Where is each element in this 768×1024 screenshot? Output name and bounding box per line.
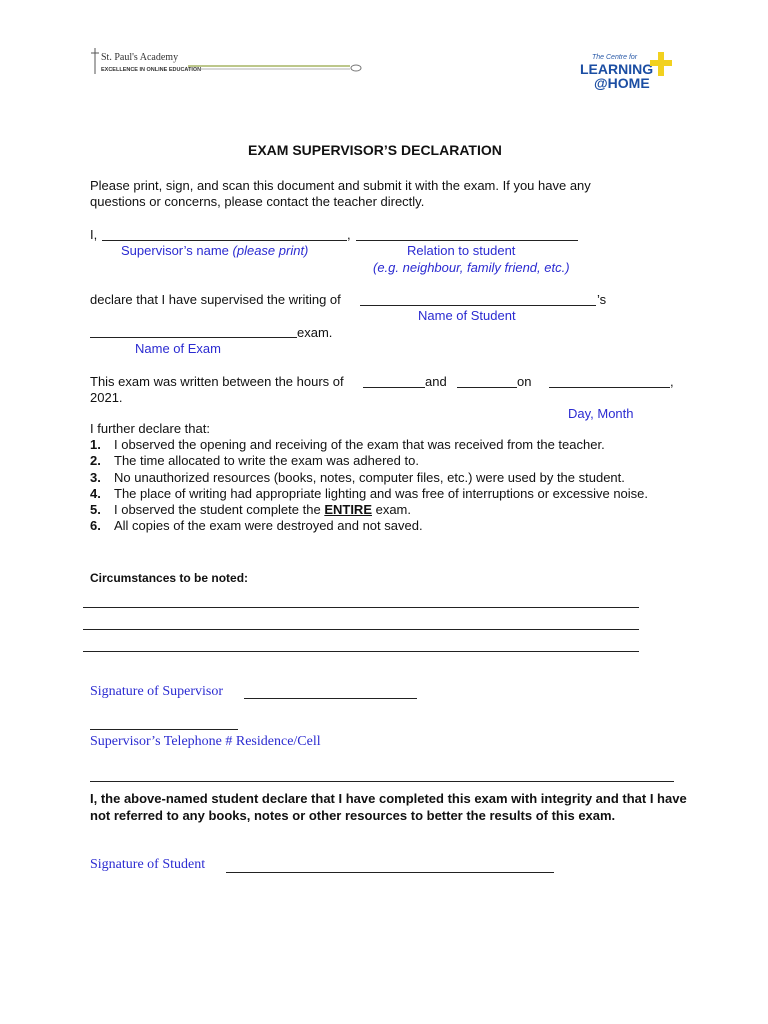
and-text: and xyxy=(425,374,447,389)
supervisor-name-field[interactable] xyxy=(102,240,347,241)
further-declare: I further declare that: xyxy=(90,421,210,436)
day-month-field[interactable] xyxy=(549,387,670,388)
relation-label: Relation to student xyxy=(407,243,516,258)
page-title: EXAM SUPERVISOR’S DECLARATION xyxy=(248,142,502,158)
entire-emphasis: ENTIRE xyxy=(324,502,372,518)
list-item: 1. I observed the opening and receiving of the exam that was received from the teacher. xyxy=(90,437,605,452)
student-declaration: I, the above-named student declare that I have completed this exam with integrity and that I have not referred to any books, notes or other resources to better the results of this exam. xyxy=(90,791,687,823)
svg-text:St. Paul's Academy: St. Paul's Academy xyxy=(101,52,179,63)
on-text: on xyxy=(517,374,532,389)
relation-field[interactable] xyxy=(356,240,578,241)
circumstances-line-3[interactable] xyxy=(83,651,639,652)
relation-example: (e.g. neighbour, family friend, etc.) xyxy=(373,260,570,275)
svg-text:LEARNING: LEARNING xyxy=(580,61,654,77)
signature-student-label: Signature of Student xyxy=(90,857,206,872)
signature-supervisor-label: Signature of Supervisor xyxy=(90,684,223,699)
comma: , xyxy=(347,227,351,242)
signature-supervisor-field[interactable] xyxy=(244,698,417,699)
circumstances-line-1[interactable] xyxy=(83,607,639,608)
circumstances-line-2[interactable] xyxy=(83,629,639,630)
svg-text:EXCELLENCE IN ONLINE EDUCATION: EXCELLENCE IN ONLINE EDUCATION xyxy=(101,67,202,73)
end-hour-field[interactable] xyxy=(457,387,517,388)
list-item: 2. The time allocated to write the exam was adhered to. xyxy=(90,453,419,469)
possessive-suffix: ’s xyxy=(597,292,607,307)
svg-text:@HOME: @HOME xyxy=(594,75,650,91)
declaration-i-prefix: I, xyxy=(90,227,98,242)
comma-2: , xyxy=(670,374,674,389)
declaration-list xyxy=(90,437,690,535)
telephone-label: Supervisor’s Telephone # Residence/Cell xyxy=(90,734,321,749)
circumstances-label: Circumstances to be noted: xyxy=(90,571,249,585)
list-item: 5. I observed the student complete the ENTIRE exam. xyxy=(90,502,411,518)
year-text: 2021. xyxy=(90,390,123,405)
svg-text:The Centre for: The Centre for xyxy=(592,54,638,61)
list-item: 6. All copies of the exam were destroyed and not saved. xyxy=(90,518,423,534)
supervised-text: declare that I have supervised the writing of xyxy=(90,292,341,307)
exam-suffix: exam. xyxy=(297,325,333,340)
learning-at-home-logo xyxy=(578,50,674,92)
exam-name-label: Name of Exam xyxy=(135,341,221,356)
list-item: 4. The place of writing had appropriate lighting and was free of interruptions or excessive noise. xyxy=(90,485,649,501)
telephone-field[interactable] xyxy=(90,729,238,730)
exam-name-field[interactable] xyxy=(90,337,297,338)
student-name-label: Name of Student xyxy=(418,308,516,323)
student-name-field[interactable] xyxy=(360,305,596,306)
st-pauls-academy-logo xyxy=(88,48,378,78)
signature-student-field[interactable] xyxy=(226,872,554,873)
supervisor-name-label: Supervisor’s name (please print) xyxy=(121,243,309,258)
intro-line-2: questions or concerns, please contact the teacher directly. xyxy=(90,194,425,209)
intro-line-1: Please print, sign, and scan this document and submit it with the exam. If you have any xyxy=(90,178,591,193)
hours-text: This exam was written between the hours of xyxy=(90,374,344,389)
day-month-label: Day, Month xyxy=(568,406,634,421)
list-item: 3. No unauthorized resources (books, notes, computer files, etc.) were used by the student. xyxy=(90,469,625,485)
divider-line xyxy=(90,781,674,782)
start-hour-field[interactable] xyxy=(363,387,425,388)
